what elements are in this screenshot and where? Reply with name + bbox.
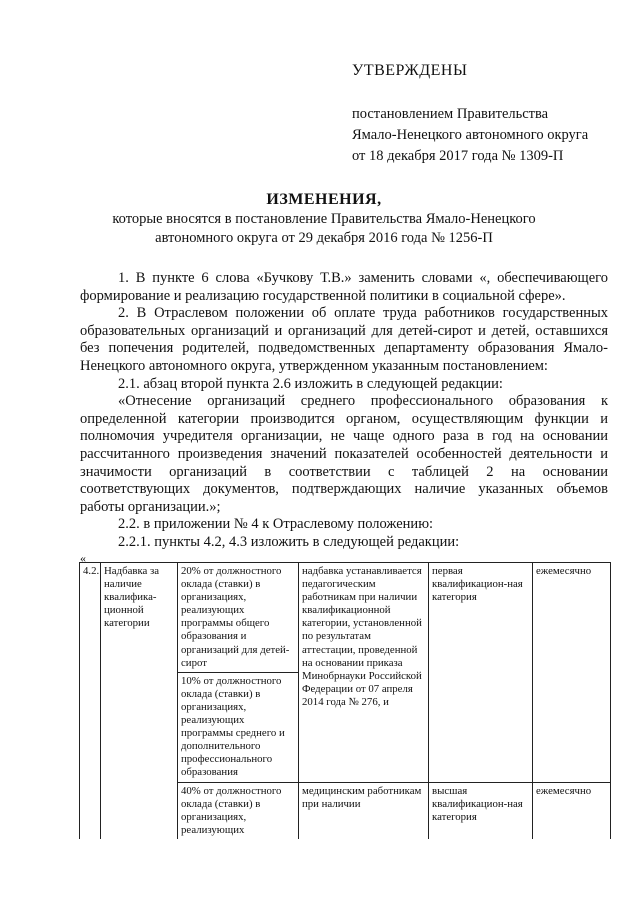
table-cell-category-1: первая квалификацион-ная категория [429, 563, 533, 783]
table-cell-category-2: высшая квалификацион-ная категория [429, 782, 533, 839]
approval-line-2: Ямало-Ненецкого автономного округа [352, 127, 589, 143]
paragraph-2-1: 2.1. абзац второй пункта 2.6 изложить в следующей редакции: [118, 375, 503, 392]
table-cell-frequency-2: ежемесячно [533, 782, 611, 839]
document-subtitle-line-2: автономного округа от 29 декабря 2016 года № 1256-П [155, 230, 493, 246]
table-opening-quote: « [80, 551, 86, 565]
table-cell-amount-3: 40% от должностного оклада (ставки) в организациях, реализующих [178, 782, 299, 839]
paragraph-2: 2. В Отраслевом положении об оплате труда работников государственных образовательных организаций и организаций для детей-сирот и детей, оставшихся без попечения родителей, подведомственных департаменту образования Ямало-Ненецкого автономного округа, утвержденном указанным постановлением: [80, 305, 608, 374]
table-cell-amount-1: 20% от должностного оклада (ставки) в организациях, реализующих программы общего образования и организаций для детей-сирот [178, 563, 299, 673]
paragraph-1: 1. В пункте 6 слова «Бучкову Т.В.» заменить словами «, обеспечивающего формирование и реализацию государственной политики в социальной сфере». [80, 270, 608, 304]
table-cell-frequency-1: ежемесячно [533, 563, 611, 783]
table-cell-condition-2: медицинским работникам при наличии [299, 782, 429, 839]
table-cell-condition-1: надбавка устанавливается педагогическим работникам при наличии квалификационной категории, установленной по результатам аттестации, проведенной на основании приказа Минобрнауки Российской Федерации от 07 апреля 2014 года № 276, и [299, 563, 429, 783]
table-cell-amount-2: 10% от должностного оклада (ставки) в организациях, реализующих программы среднего и дополнительного профессионального образования [178, 672, 299, 782]
paragraph-quote: «Отнесение организаций среднего профессионального образования к определенной категории производится органом, осуществляющим функции и полномочия учредителя организации, не чаще одного раза в год на основании рассчитанного произведения значений показателей особенностей деятельности и значимости организаций в соответствии с таблицей 2 на основании соответствующих документов, подтверждающих наличие указанных объемов работы организации.»; [80, 393, 608, 515]
table-row [80, 563, 611, 673]
document-subtitle-line-1: которые вносятся в постановление Правительства Ямало-Ненецкого [112, 211, 536, 227]
approval-heading: УТВЕРЖДЕНЫ [352, 62, 468, 79]
document-title: ИЗМЕНЕНИЯ, [266, 191, 382, 208]
approval-line-1: постановлением Правительства [352, 106, 549, 122]
approval-block [352, 62, 622, 167]
table-cell-name: Надбавка за наличие квалифика-ционной категории [101, 563, 178, 839]
allowance-table [79, 562, 611, 839]
approval-line-3: от 18 декабря 2017 года № 1309-П [352, 148, 564, 164]
paragraph-2-2: 2.2. в приложении № 4 к Отраслевому положению: [118, 516, 434, 533]
paragraph-2-2-1: 2.2.1. пункты 4.2, 4.3 изложить в следующей редакции: [118, 533, 460, 550]
document-title-block [40, 190, 608, 248]
table-cell-num: 4.2. [80, 563, 101, 839]
document-body [80, 270, 608, 552]
